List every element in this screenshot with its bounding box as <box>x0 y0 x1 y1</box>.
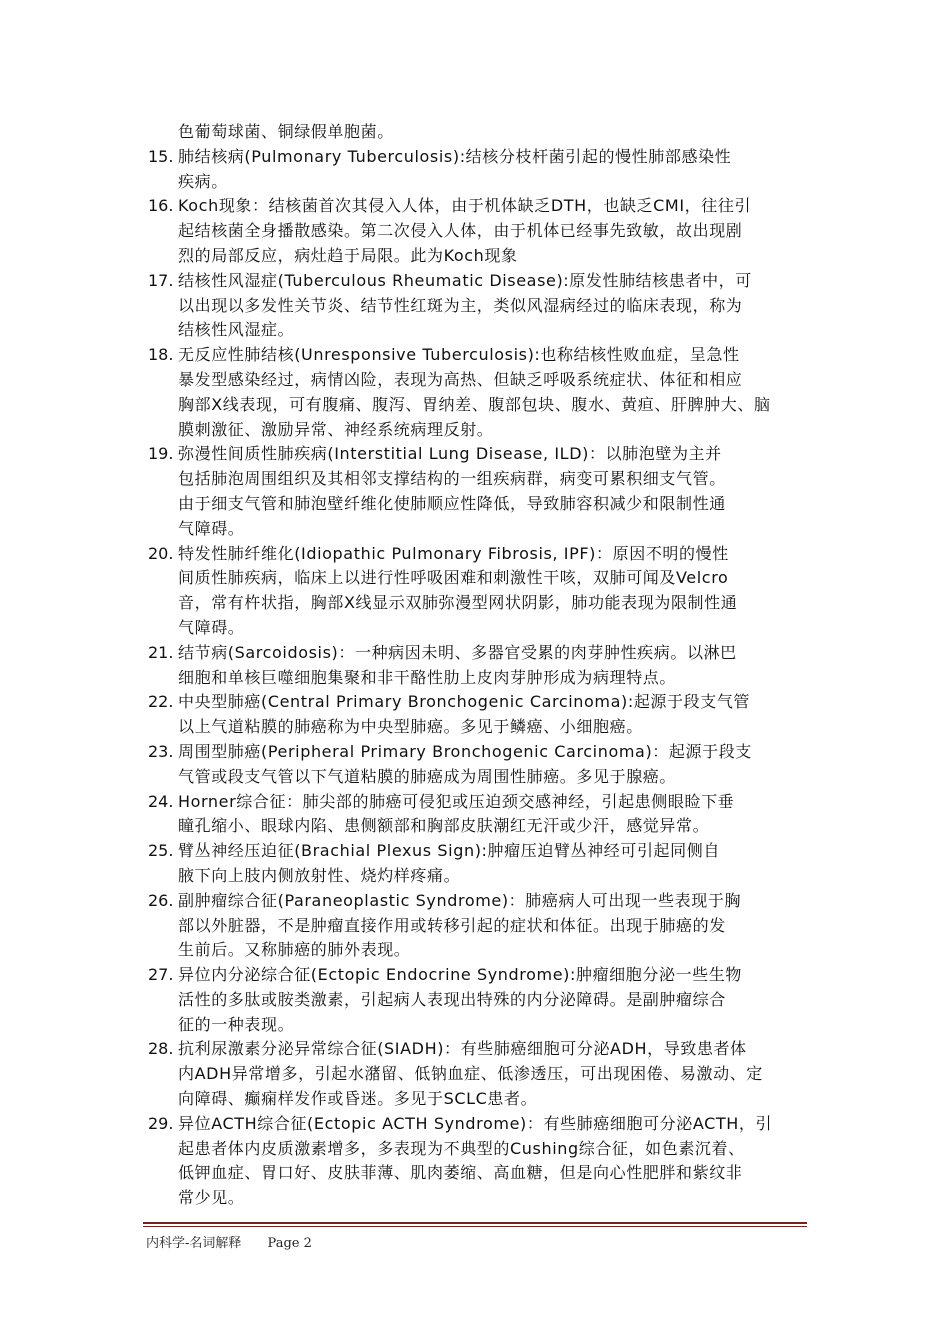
entry-text <box>178 194 808 268</box>
entry-text <box>178 145 808 195</box>
entry-line: 内ADH异常增多，引起水潴留、低钠血症、低渗透压，可出现困倦、易激动、定 <box>178 1064 763 1084</box>
term-entry <box>148 641 808 691</box>
footer-rule <box>143 1222 807 1224</box>
entry-number: 15. <box>148 146 174 166</box>
footer-doc-title: 内科学-名词解释 <box>146 1236 242 1251</box>
entry-line: 包括肺泡周围组织及其相邻支撑结构的一组疾病群，病变可累积细支气管。 <box>178 469 726 489</box>
entry-text <box>178 839 808 889</box>
entry-line: 抗利尿激素分泌异常综合征(SIADH)：有些肺癌细胞可分泌ADH，导致患者体 <box>178 1039 747 1059</box>
term-entry <box>148 839 808 889</box>
entry-line: 由于细支气管和肺泡壁纤维化使肺顺应性降低，导致肺容积减少和限制性通 <box>178 493 726 513</box>
page-content <box>148 120 808 1211</box>
entry-line: 烈的局部反应，病灶趋于局限。此为Koch现象 <box>178 245 518 265</box>
term-entry <box>148 740 808 790</box>
entry-text <box>178 1112 808 1211</box>
entry-line: 向障碍、癫痫样发作或昏迷。多见于SCLC患者。 <box>178 1089 538 1109</box>
entry-text <box>178 542 808 641</box>
term-entry <box>148 343 808 442</box>
continuation-text <box>148 120 808 145</box>
entry-line: 臂丛神经压迫征(Brachial Plexus Sign):肿瘤压迫臂丛神经可引起同侧自 <box>178 841 720 861</box>
entry-line: 低钾血症、胃口好、皮肤菲薄、肌肉萎缩、高血糖，但是向心性肥胖和紫纹非 <box>178 1163 743 1183</box>
term-entry <box>148 194 808 268</box>
entry-line: 间质性肺疾病，临床上以进行性呼吸困难和刺激性干咳，双肺可闻及Velcro <box>178 568 729 588</box>
entry-line: 起结核菌全身播散感染。第二次侵入人体，由于机体已经事先致敏，故出现剧 <box>178 221 743 241</box>
entry-number: 25. <box>148 841 174 861</box>
entry-number: 17. <box>148 270 174 290</box>
term-list <box>148 145 808 1211</box>
entry-text <box>178 889 808 963</box>
entry-number: 29. <box>148 1113 174 1133</box>
term-entry <box>148 1037 808 1111</box>
term-entry <box>148 542 808 641</box>
entry-number: 18. <box>148 345 174 365</box>
entry-number: 23. <box>148 741 174 761</box>
entry-line: 腋下向上肢内侧放射性、烧灼样疼痛。 <box>178 865 461 885</box>
entry-number: 16. <box>148 196 174 216</box>
entry-line: 气障碍。 <box>178 617 245 637</box>
entry-number: 20. <box>148 543 174 563</box>
entry-text <box>178 963 808 1037</box>
entry-line: 生前后。又称肺癌的肺外表现。 <box>178 940 411 960</box>
entry-line: 气障碍。 <box>178 518 245 538</box>
entry-text <box>178 269 808 343</box>
entry-line: 中央型肺癌(Central Primary Bronchogenic Carcinoma):起源于段支气管 <box>178 692 751 712</box>
entry-line: 征的一种表现。 <box>178 1014 295 1034</box>
entry-number: 21. <box>148 642 174 662</box>
entry-line: 弥漫性间质性肺疾病(Interstitial Lung Disease, ILD)：以肺泡壁为主并 <box>178 444 722 464</box>
term-entry <box>148 1112 808 1211</box>
entry-line: 胸部X线表现，可有腹痛、腹泻、胃纳差、腹部包块、腹水、黄疸、肝脾肿大、脑 <box>178 394 771 414</box>
entry-line: 音，常有杵状指，胸部X线显示双肺弥漫型网状阴影，肺功能表现为限制性通 <box>178 593 738 613</box>
term-entry <box>148 889 808 963</box>
term-entry <box>148 790 808 840</box>
entry-line: Koch现象：结核菌首次其侵入人体，由于机体缺乏DTH，也缺乏CMI，往往引 <box>178 196 752 216</box>
entry-text <box>178 343 808 442</box>
entry-number: 19. <box>148 444 174 464</box>
entry-line: Horner综合征：肺尖部的肺癌可侵犯或压迫颈交感神经，引起患侧眼睑下垂 <box>178 791 735 811</box>
entry-line: 起患者体内皮质激素增多，多表现为不典型的Cushing综合征，如色素沉着、 <box>178 1138 745 1158</box>
entry-line: 副肿瘤综合征(Paraneoplastic Syndrome)：肺癌病人可出现一些表现于胸 <box>178 890 742 910</box>
entry-line: 结核性风湿症(Tuberculous Rheumatic Disease):原发性肺结核患者中，可 <box>178 270 752 290</box>
footer-rule-thin <box>143 1226 807 1227</box>
entry-line: 无反应性肺结核(Unresponsive Tuberculosis):也称结核性败血症，呈急性 <box>178 345 740 365</box>
entry-text <box>178 641 808 691</box>
entry-line: 以上气道粘膜的肺癌称为中央型肺癌。多见于鳞癌、小细胞癌。 <box>178 717 643 737</box>
footer-page-number: Page 2 <box>267 1236 312 1251</box>
entry-text <box>178 1037 808 1111</box>
entry-line: 以出现以多发性关节炎、结节性红斑为主，类似风湿病经过的临床表现，称为 <box>178 295 743 315</box>
entry-line: 细胞和单核巨噬细胞集聚和非干酪性肋上皮肉芽肿形成为病理特点。 <box>178 667 677 687</box>
entry-line: 气管或段支气管以下气道粘膜的肺癌成为周围性肺癌。多见于腺癌。 <box>178 766 677 786</box>
entry-line: 部以外脏器，不是肿瘤直接作用或转移引起的症状和体征。出现于肺癌的发 <box>178 915 726 935</box>
entry-line: 瞳孔缩小、眼球内陷、患侧额部和胸部皮肤潮红无汗或少汗，感觉异常。 <box>178 816 710 836</box>
entry-text <box>178 442 808 541</box>
term-entry <box>148 269 808 343</box>
entry-number: 27. <box>148 965 174 985</box>
entry-line: 周围型肺癌(Peripheral Primary Bronchogenic Carcinoma)：起源于段支 <box>178 741 752 761</box>
entry-number: 26. <box>148 890 174 910</box>
entry-text <box>178 690 808 740</box>
entry-line: 异位ACTH综合征(Ectopic ACTH Syndrome)：有些肺癌细胞可分泌ACTH，引 <box>178 1113 773 1133</box>
entry-line: 异位内分泌综合征(Ectopic Endocrine Syndrome):肿瘤细胞分泌一些生物 <box>178 965 742 985</box>
entry-line: 肺结核病(Pulmonary Tuberculosis):结核分枝杆菌引起的慢性肺部感染性 <box>178 146 732 166</box>
entry-line: 疾病。 <box>178 171 228 191</box>
entry-line: 结核性风湿症。 <box>178 320 295 340</box>
entry-line: 特发性肺纤维化(Idiopathic Pulmonary Fibrosis, IPF)：原因不明的慢性 <box>178 543 729 563</box>
term-entry <box>148 963 808 1037</box>
entry-text <box>178 740 808 790</box>
term-entry <box>148 145 808 195</box>
entry-text <box>178 790 808 840</box>
entry-line: 暴发型感染经过，病情凶险，表现为高热、但缺乏呼吸系统症状、体征和相应 <box>178 369 743 389</box>
page-footer <box>146 1232 312 1251</box>
entry-number: 22. <box>148 692 174 712</box>
entry-line: 活性的多肽或胺类激素，引起病人表现出特殊的内分泌障碍。是副肿瘤综合 <box>178 989 726 1009</box>
term-entry <box>148 442 808 541</box>
entry-line: 常少见。 <box>178 1188 245 1208</box>
entry-line: 膜刺激征、激励异常、神经系统病理反射。 <box>178 419 494 439</box>
entry-number: 28. <box>148 1039 174 1059</box>
continuation-line: 色葡萄球菌、铜绿假单胞菌。 <box>178 122 394 141</box>
entry-number: 24. <box>148 791 174 811</box>
term-entry <box>148 690 808 740</box>
entry-line: 结节病(Sarcoidosis)：一种病因未明、多器官受累的肉芽肿性疾病。以淋巴 <box>178 642 737 662</box>
